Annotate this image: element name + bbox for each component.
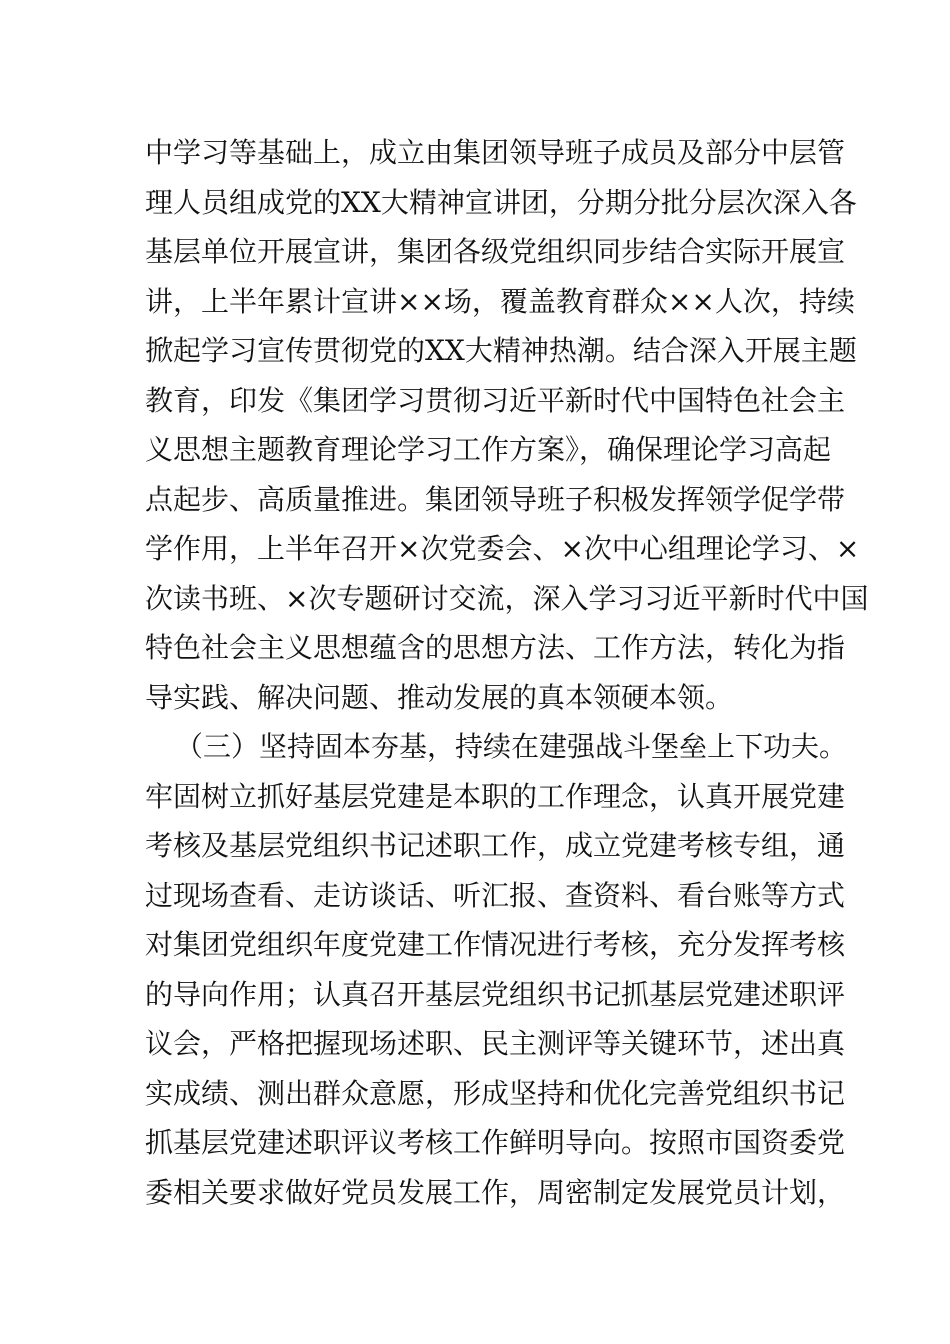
text-line: 中学习等基础上，成立由集团领导班子成员及部分中层管 bbox=[145, 136, 846, 169]
text-line: 考核及基层党组织书记述职工作，成立党建考核专组，通 bbox=[145, 829, 846, 862]
body-text bbox=[145, 128, 869, 1217]
text-line: 导实践、解决问题、推动发展的真本领硬本领。 bbox=[145, 680, 734, 714]
text-line: 牢固树立抓好基层党建是本职的工作理念，认真开展党建 bbox=[145, 779, 846, 813]
text-line: 掀起学习宣传贯彻党的XX大精神热潮。结合深入开展主题 bbox=[145, 334, 857, 367]
text-line: 学作用，上半年召开×次党委会、×次中心组理论学习、× bbox=[145, 532, 860, 565]
section-heading: （三）坚持固本夯基，持续在建强战斗堡垒上下功夫。 bbox=[175, 730, 848, 763]
text-line: 的导向作用；认真召开基层党组织书记抓基层党建述职评 bbox=[145, 977, 846, 1011]
text-line: 实成绩、测出群众意愿，形成坚持和优化完善党组织书记 bbox=[145, 1076, 846, 1110]
text-line: 议会，严格把握现场述职、民主测评等关键环节，述出真 bbox=[145, 1027, 846, 1060]
text-line: 次读书班、×次专题研讨交流，深入学习习近平新时代中国 bbox=[145, 581, 869, 615]
text-line: 理人员组成党的XX大精神宣讲团，分期分批分层次深入各 bbox=[145, 185, 857, 219]
text-line: 基层单位开展宣讲，集团各级党组织同步结合实际开展宣 bbox=[145, 235, 846, 268]
text-line: 点起步、高质量推进。集团领导班子积极发挥领学促学带 bbox=[145, 482, 846, 516]
text-line: 抓基层党建述职评议考核工作鲜明导向。按照市国资委党 bbox=[145, 1126, 846, 1159]
text-line: 委相关要求做好党员发展工作，周密制定发展党员计划， bbox=[145, 1175, 846, 1209]
text-line: 讲，上半年累计宣讲××场，覆盖教育群众××人次，持续 bbox=[145, 284, 855, 318]
text-line: 过现场查看、走访谈话、听汇报、查资料、看台账等方式 bbox=[145, 878, 846, 912]
text-line: 特色社会主义思想蕴含的思想方法、工作方法，转化为指 bbox=[145, 631, 846, 664]
text-line: 教育，印发《集团学习贯彻习近平新时代中国特色社会主 bbox=[145, 383, 846, 417]
text-line: 对集团党组织年度党建工作情况进行考核，充分发挥考核 bbox=[145, 928, 846, 961]
text-line: 义思想主题教育理论学习工作方案》，确保理论学习高起 bbox=[145, 433, 832, 466]
